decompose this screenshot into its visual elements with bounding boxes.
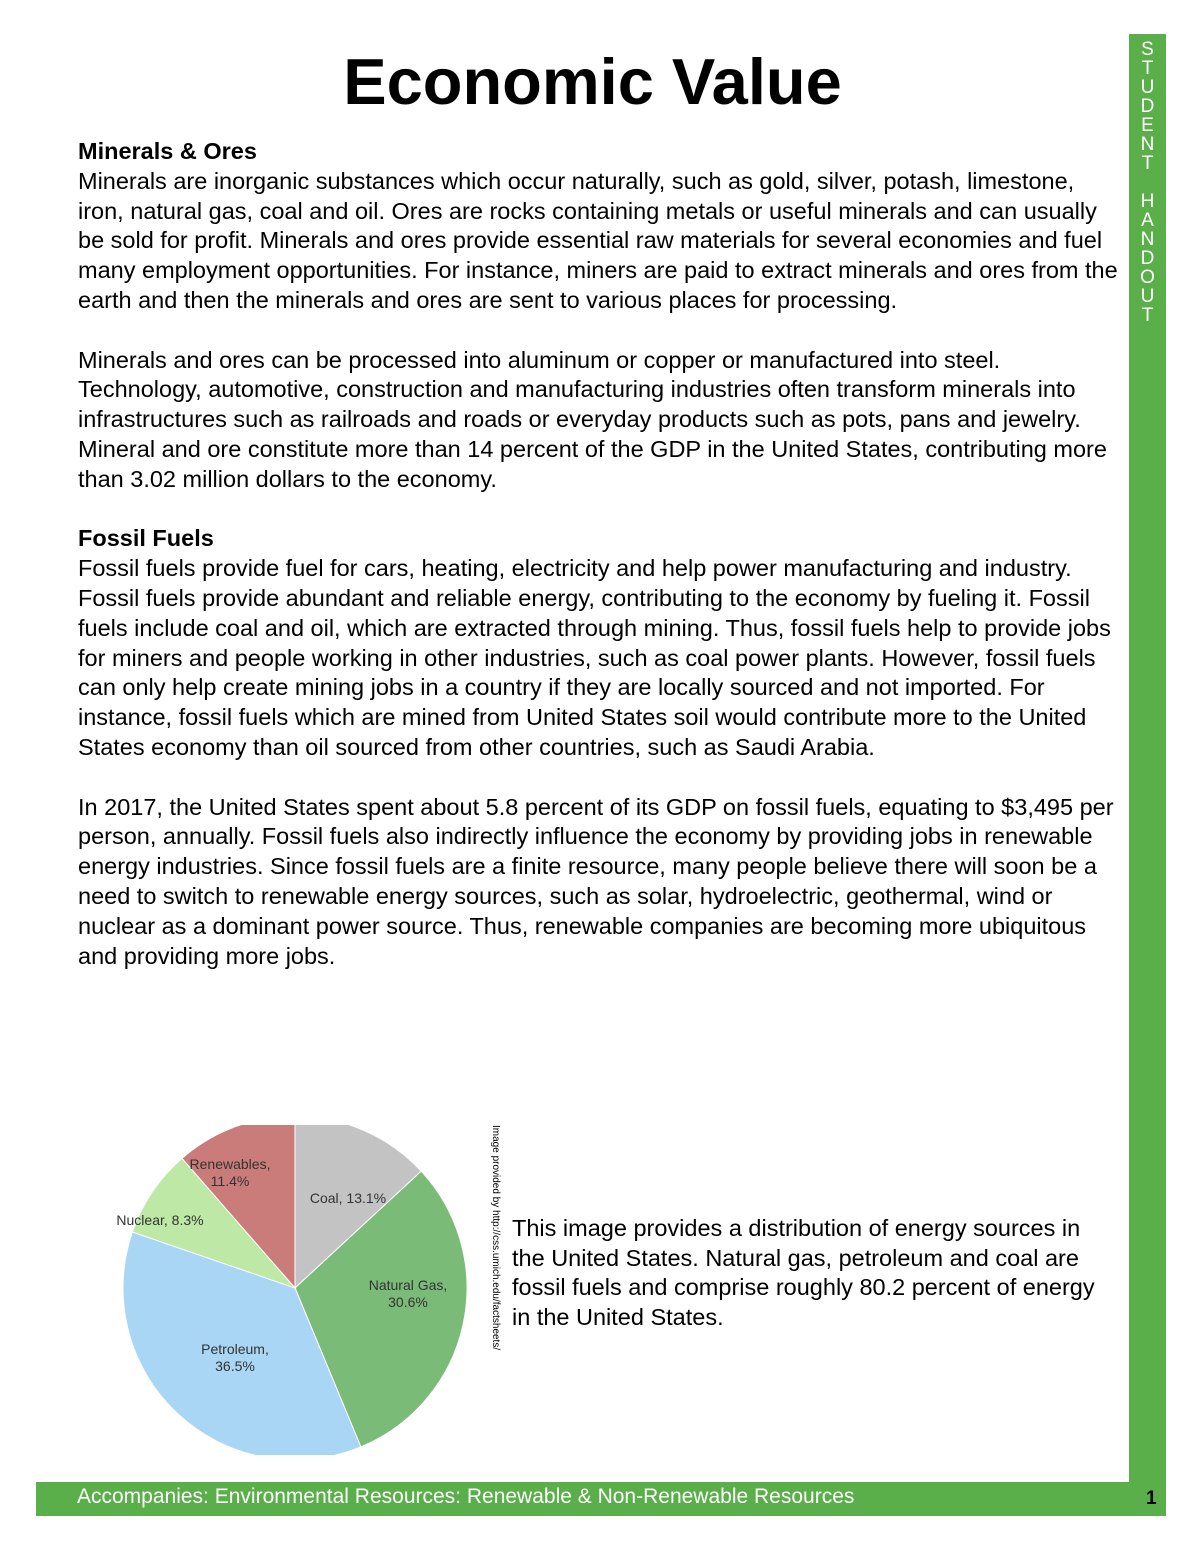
minerals-paragraph-1: Minerals are inorganic substances which occur naturally, such as gold, silver, potash, limestone, iron, natural gas, coal and oil. Ores are rocks containing metals or useful minerals and can usually be sold for profit. Minerals and ores provide essential raw materials for several economies and fuel many employment opportunities. For instance, miners are paid to extract minerals and ores from the earth and then the minerals and ores are sent to various places for processing. [78,167,1118,313]
pie-label-renewables: Renewables, 11.4% [189,1156,271,1189]
side-letter: A [1141,210,1154,231]
body-content [78,137,1118,971]
side-letter [1129,173,1166,192]
side-letter: T [1141,305,1154,326]
side-letter: S [1141,39,1154,60]
side-letter: O [1140,267,1155,288]
fossil-paragraph-1: Fossil fuels provide fuel for cars, heating, electricity and help power manufacturing and industry. Fossil fuels provide abundant and reliable energy, contributing to the economy by fueling it. Fossil fuels include coal and oil, which are extracted through mining. Thus, fossil fuels help to provide jobs for miners and people working in other industries, such as coal power plants. However, fossil fuels can only help create mining jobs in a country if they are locally sourced and not imported. For instance, fossil fuels which are mined from United States soil would contribute more to the United States economy than oil sourced from other countries, such as Saudi Arabia. [78,555,1111,760]
fossil-paragraph-2: In 2017, the United States spent about 5.8 percent of its GDP on fossil fuels, equating to $3,495 per person, annually. Fossil fuels also indirectly influence the economy by providing jobs in renewable energy industries. Since fossil fuels are a finite resource, many people believe there will soon be a need to switch to renewable energy sources, such as solar, hydroelectric, geothermal, wind or nuclear as a dominant power source. Thus, renewable companies are becoming more ubiquitous and providing more jobs. [78,793,1114,969]
page-title: Economic Value [343,45,842,118]
side-letter: T [1141,153,1154,174]
energy-pie-chart [110,1125,480,1455]
section-heading-minerals: Minerals & Ores [78,138,257,164]
pie-label-coal: Coal, 13.1% [309,1190,387,1206]
image-credit-text: Image provided by http://css.umich.edu/factsheets/ [490,1125,501,1351]
side-letter: T [1141,58,1154,79]
side-letter: H [1140,191,1155,212]
chart-caption: This image provides a distribution of energy sources in the United States. Natural gas, petroleum and coal are fossil fuels and comprise roughly 80.2 percent of energy in the United States. [512,1215,1095,1330]
footer-text: Accompanies: Environmental Resources: Renewable & Non-Renewable Resources [77,1485,855,1508]
image-credit [489,1125,503,1435]
pie-label-nuclear: Nuclear, 8.3% [116,1212,204,1228]
pie-label-natural-gas: Natural Gas, 30.6% [368,1277,448,1310]
side-letter: N [1140,134,1155,155]
side-letter: E [1141,115,1154,136]
side-letter: D [1140,248,1155,269]
page-number: 1 [1146,1488,1157,1509]
side-letter: U [1140,77,1155,98]
section-heading-fossil: Fossil Fuels [78,525,214,552]
minerals-paragraph-2: Minerals and ores can be processed into aluminum or copper or manufactured into steel. Technology, automotive, construction and manufacturing industries often transform minerals into infrastructures such as railroads and roads or everyday products such as pots, pans and jewelry. Mineral and ore constitute more than 14 percent of the GDP in the United States, contributing more than 3.02 million dollars to the economy. [78,346,1107,492]
side-letter: U [1140,286,1155,307]
pie-svg [110,1125,480,1455]
pie-label-petroleum: Petroleum, 36.5% [201,1341,269,1374]
side-letter: N [1140,229,1155,250]
side-letter: D [1140,96,1155,117]
